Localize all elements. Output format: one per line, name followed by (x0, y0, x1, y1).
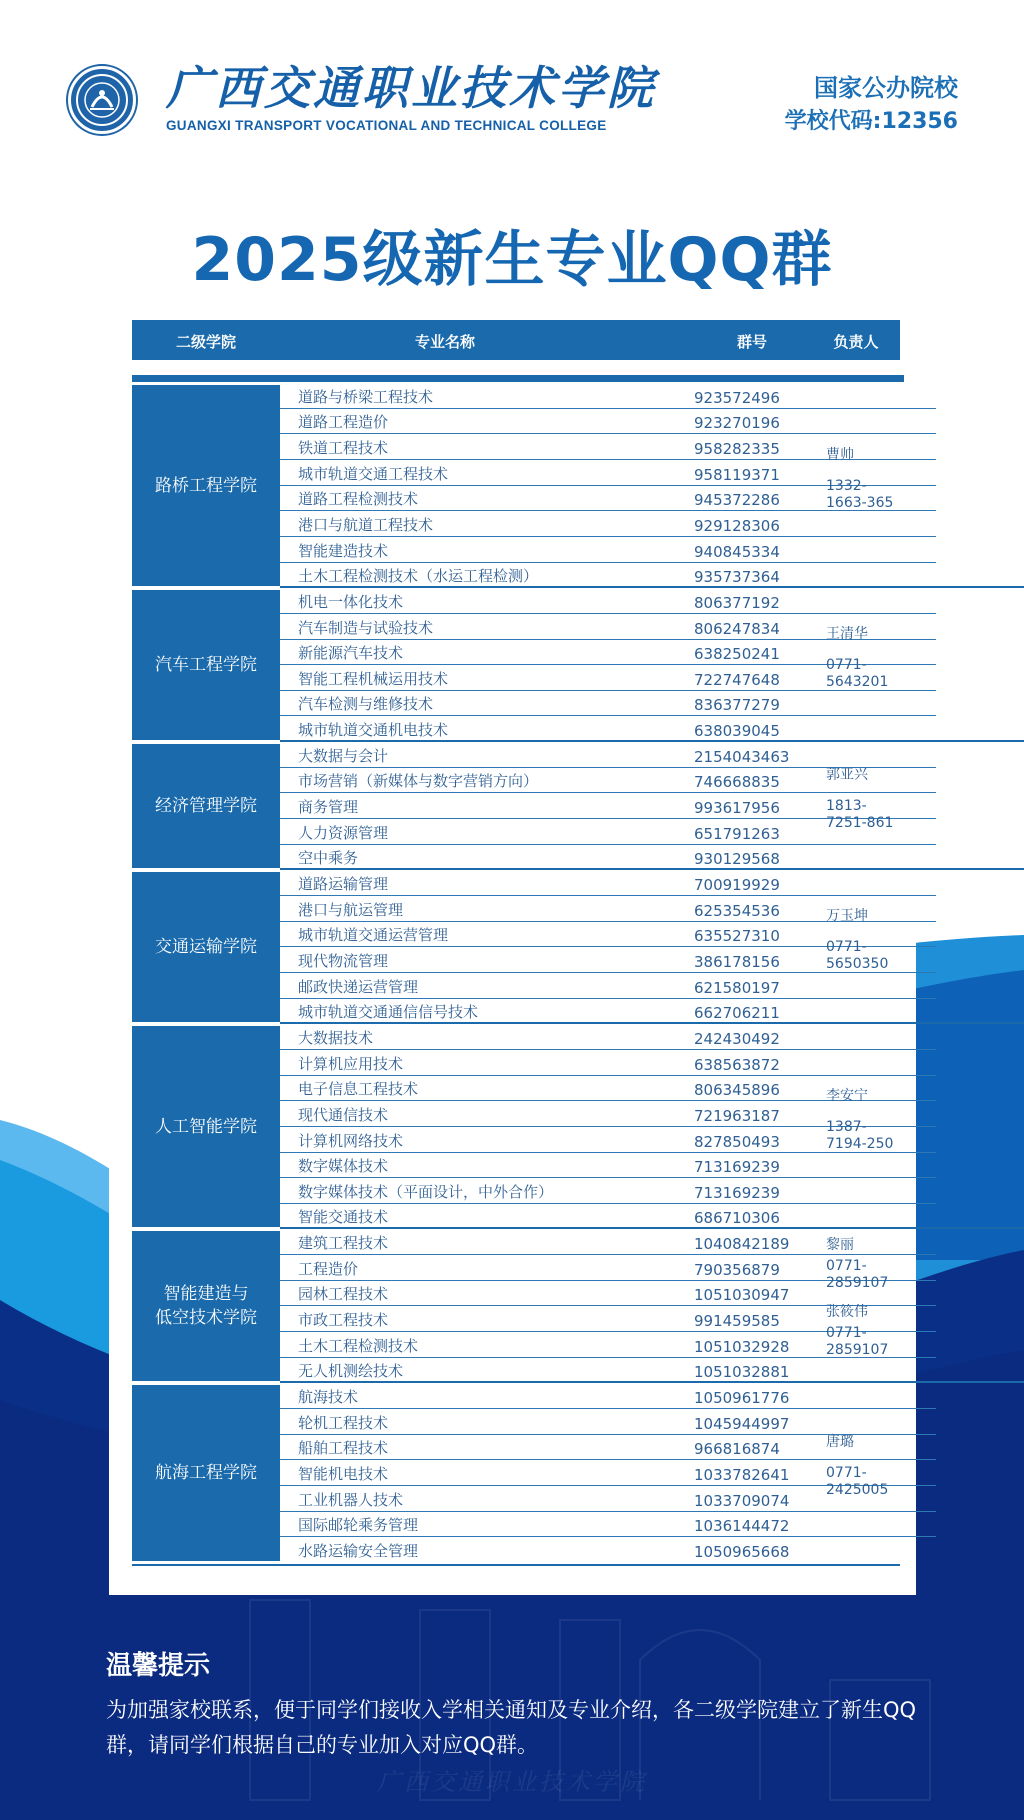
major-name: 大数据技术 (298, 1028, 374, 1047)
contact-name: 张筱伟 (826, 1304, 868, 1321)
college-name: 航海工程学院 (155, 1463, 257, 1484)
major-name: 商务管理 (298, 798, 359, 817)
qq-group-number: 638250241 (694, 645, 780, 664)
qq-group-number: 790356879 (694, 1260, 780, 1279)
qq-group-number: 827850493 (694, 1132, 780, 1151)
college-name: 人工智能学院 (155, 1116, 257, 1137)
major-name: 人力资源管理 (298, 823, 389, 842)
contact-phone: 0771- 5650350 (826, 939, 889, 973)
logo-emblem-icon (75, 73, 129, 127)
major-name: 道路工程检测技术 (298, 490, 419, 509)
qq-group-number: 930129568 (694, 850, 780, 869)
qq-group-number: 1050965668 (694, 1542, 790, 1561)
major-name: 轮机工程技术 (298, 1413, 389, 1432)
major-name: 城市轨道交通通信信号技术 (298, 1003, 479, 1022)
qq-group-number: 713169239 (694, 1183, 780, 1202)
row-divider (280, 1203, 936, 1204)
major-name: 汽车制造与试验技术 (298, 618, 434, 637)
qq-group-number: 923270196 (694, 414, 780, 433)
contact-name: 郭亚兴 (826, 767, 868, 784)
contact-person-cell (826, 1434, 888, 1499)
college-group (132, 1383, 904, 1563)
contact-phone: 0771- 2425005 (826, 1465, 889, 1499)
qq-group-number: 806247834 (694, 619, 780, 638)
row-divider (280, 613, 936, 614)
qq-group-number: 713169239 (694, 1158, 780, 1177)
tips-body: 为加强家校联系，便于同学们接收入学相关通知及专业介绍，各二级学院建立了新生QQ群，请同学们根据自己的专业加入对应QQ群。 (106, 1698, 917, 1757)
row-divider (280, 1049, 936, 1050)
qq-group-number: 991459585 (694, 1312, 780, 1331)
qq-group-number: 1033709074 (694, 1491, 790, 1510)
major-name: 邮政快递运营管理 (298, 977, 419, 996)
major-name: 计算机应用技术 (298, 1054, 404, 1073)
major-name: 智能建造技术 (298, 541, 389, 560)
contact-person-cell (826, 767, 893, 832)
qq-group-number: 940845334 (694, 542, 780, 561)
major-name: 土木工程检测技术 (298, 1336, 419, 1355)
major-name: 工程造价 (298, 1259, 359, 1278)
qq-group-number: 386178156 (694, 952, 780, 971)
contact-name: 李安宁 (826, 1087, 868, 1104)
college-name: 路桥工程学院 (155, 475, 257, 496)
major-name: 城市轨道交通机电技术 (298, 721, 449, 740)
qq-group-number: 2154043463 (694, 747, 790, 766)
qq-group-number: 700919929 (694, 876, 780, 895)
college-name-cell (132, 590, 280, 740)
row-divider (280, 715, 936, 716)
college-name: 交通运输学院 (155, 937, 257, 958)
major-name: 现代物流管理 (298, 951, 389, 970)
contact-name: 唐璐 (826, 1434, 854, 1451)
qq-group-number: 638563872 (694, 1055, 780, 1074)
major-name: 航海技术 (298, 1388, 359, 1407)
contact-name: 万玉坤 (826, 908, 868, 925)
contact-person-cell (826, 626, 888, 691)
major-name: 国际邮轮乘务管理 (298, 1516, 419, 1535)
contact-phone: 0771- 5643201 (826, 657, 889, 691)
row-divider (280, 844, 936, 845)
row-divider (280, 562, 936, 563)
college-group (132, 1024, 904, 1229)
qq-group-number: 686710306 (694, 1209, 780, 1228)
qq-group-number: 929128306 (694, 516, 780, 535)
qq-group-number: 662706211 (694, 1004, 780, 1023)
major-name: 智能交通技术 (298, 1208, 389, 1227)
row-divider (280, 433, 936, 434)
qq-group-number: 638039045 (694, 722, 780, 741)
major-name: 计算机网络技术 (298, 1131, 404, 1150)
major-name: 大数据与会计 (298, 746, 389, 765)
contact-name: 王清华 (826, 626, 868, 643)
major-name: 市场营销（新媒体与数字营销方向） (298, 772, 539, 791)
header-major: 专业名称 (414, 333, 475, 351)
row-divider (280, 1408, 936, 1409)
qq-group-number: 635527310 (694, 927, 780, 946)
major-name: 无人机测绘技术 (298, 1362, 404, 1381)
qq-group-number: 958282335 (694, 439, 780, 458)
qq-group-number: 1040842189 (694, 1235, 790, 1254)
contact-person-cell (826, 908, 888, 973)
college-name-cell (132, 1026, 280, 1227)
contact-phone: 1332- 1663-365 (826, 477, 894, 511)
college-group (132, 1229, 904, 1383)
major-name: 城市轨道交通运营管理 (298, 926, 449, 945)
major-name: 土木工程检测技术（水运工程检测） (298, 567, 539, 586)
contact-phone: 1387- 7194-250 (826, 1118, 894, 1152)
college-group (132, 588, 904, 742)
major-name: 道路与桥梁工程技术 (298, 387, 434, 406)
college-english-name: GUANGXI TRANSPORT VOCATIONAL AND TECHNICAL COLLEGE (166, 118, 607, 133)
qq-group-number: 1050961776 (694, 1389, 790, 1408)
qq-group-number: 806377192 (694, 593, 780, 612)
qq-group-number: 923572496 (694, 388, 780, 407)
college-name-cell (132, 872, 280, 1022)
college-name-cell (132, 385, 280, 586)
college-name-cell (132, 744, 280, 868)
qq-group-number: 966816874 (694, 1440, 780, 1459)
school-type-label: 国家公办院校 (814, 74, 958, 102)
contact-phone: 0771- 2859107 (826, 1325, 889, 1359)
major-name: 数字媒体技术（平面设计，中外合作） (298, 1182, 554, 1201)
header-college: 二级学院 (175, 333, 236, 351)
qq-group-number: 945372286 (694, 491, 780, 510)
qq-group-number: 958119371 (694, 465, 780, 484)
tips-title: 温馨提示 (106, 1651, 211, 1681)
qq-group-number: 651791263 (694, 824, 780, 843)
contact-phone: 0771- 2859107 (826, 1258, 889, 1292)
college-name-cell (132, 1385, 280, 1561)
qq-group-number: 1045944997 (694, 1414, 790, 1433)
major-name: 道路工程造价 (298, 413, 389, 432)
college-name: 汽车工程学院 (155, 655, 257, 676)
row-divider (280, 1075, 936, 1076)
qq-group-number: 1036144472 (694, 1517, 790, 1536)
qq-group-number: 1051030947 (694, 1286, 790, 1305)
major-name: 数字媒体技术 (298, 1157, 389, 1176)
contact-name: 曹帅 (826, 446, 854, 463)
qq-group-number: 746668835 (694, 773, 780, 792)
qq-group-number: 621580197 (694, 978, 780, 997)
college-group (132, 742, 904, 870)
contact-phone: 1813- 7251-861 (826, 798, 894, 832)
school-code-label: 学校代码:12356 (784, 109, 958, 134)
college-name-cell (132, 1231, 280, 1381)
major-name: 电子信息工程技术 (298, 1080, 419, 1099)
qq-group-number: 625354536 (694, 901, 780, 920)
contact-person-cell (826, 1237, 888, 1371)
major-name: 船舶工程技术 (298, 1439, 389, 1458)
major-name: 空中乘务 (298, 849, 359, 868)
header-group: 群号 (736, 333, 767, 351)
major-name: 智能工程机械运用技术 (298, 669, 449, 688)
major-name: 现代通信技术 (298, 1105, 389, 1124)
page-title: 2025级新生专业QQ群 (191, 225, 833, 295)
major-name: 市政工程技术 (298, 1311, 389, 1330)
major-name: 汽车检测与维修技术 (298, 695, 434, 714)
row-divider (280, 536, 936, 537)
row-divider (280, 1536, 936, 1537)
qq-group-number: 721963187 (694, 1106, 780, 1125)
table-header (132, 320, 900, 360)
row-divider (280, 1511, 936, 1512)
row-divider (280, 408, 936, 409)
qq-group-number: 806345896 (694, 1081, 780, 1100)
major-name: 水路运输安全管理 (298, 1541, 419, 1560)
qq-group-number: 1051032928 (694, 1337, 790, 1356)
major-name: 城市轨道交通工程技术 (298, 464, 449, 483)
college-name: 经济管理学院 (155, 796, 257, 817)
qq-group-number: 993617956 (694, 799, 780, 818)
qq-group-number: 1033782641 (694, 1465, 790, 1484)
college-logo-seal (68, 66, 136, 134)
major-name: 铁道工程技术 (298, 438, 389, 457)
footer-watermark: 广西交通职业技术学院 (377, 1768, 647, 1796)
qq-group-number: 722747648 (694, 670, 780, 689)
major-name: 港口与航道工程技术 (298, 515, 434, 534)
college-name: 智能建造与 低空技术学院 (155, 1284, 257, 1329)
college-name-logo: 广西交通职业技术学院 (166, 61, 656, 115)
contact-person-cell (826, 1088, 893, 1153)
qq-group-number: 836377279 (694, 696, 780, 715)
major-name: 道路运输管理 (298, 875, 389, 894)
contact-person-cell (826, 447, 893, 512)
qq-group-number: 1051032881 (694, 1363, 790, 1382)
major-name: 智能机电技术 (298, 1464, 389, 1483)
major-name: 园林工程技术 (298, 1285, 389, 1304)
major-name: 港口与航运管理 (298, 900, 404, 919)
row-divider (280, 998, 936, 999)
major-name: 建筑工程技术 (298, 1234, 389, 1253)
header-divider (132, 375, 904, 382)
row-divider (280, 895, 936, 896)
contact-name: 黎丽 (826, 1237, 854, 1254)
college-group (132, 383, 904, 588)
major-name: 工业机器人技术 (298, 1490, 404, 1509)
major-name: 机电一体化技术 (298, 592, 404, 611)
college-group (132, 870, 904, 1024)
major-name: 新能源汽车技术 (298, 644, 404, 663)
qq-group-number: 935737364 (694, 568, 780, 587)
header-person: 负责人 (833, 333, 879, 351)
row-divider (280, 1177, 936, 1178)
table-bottom-rule (132, 1564, 900, 1566)
qq-group-number: 242430492 (694, 1029, 780, 1048)
